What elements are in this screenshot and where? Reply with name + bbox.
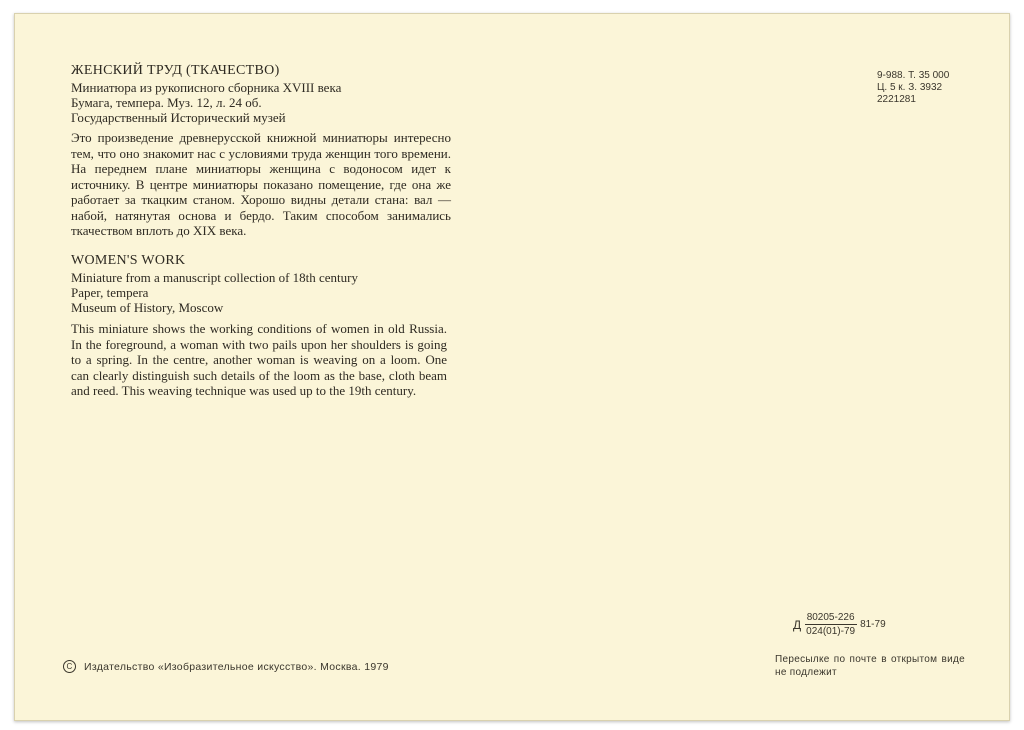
russian-subtitle [71,80,451,125]
print-info-line: 9-988. Т. 35 000 [877,70,950,81]
index-fraction [804,612,857,637]
copyright-text: Издательство «Изобразительное искусство». Москва. 1979 [84,660,389,673]
english-subtitle-line: Paper, tempera [71,285,149,300]
russian-description: Это произведение древнерусской книжной миниатюры интересно тем, что оно знакомит нас с условиями труда женщин того времени. На переднем плане миниатюры женщина с водоносом идет к источнику. В центре миниатюры показано помещение, где она же работает за ткацким станом. Хорошо видны детали стана: вал — набой, натянутая основа и бердо. Таким способом занимались ткачеством вплоть до XIX века. [71,130,451,238]
copyright [63,660,389,673]
index-suffix: 81-79 [860,619,886,630]
english-subtitle-line: Museum of History, Moscow [71,300,224,315]
english-subtitle [71,270,451,315]
index-code [793,612,886,637]
russian-subtitle-line: Государственный Исторический музей [71,110,286,125]
english-description: This miniature shows the working conditions of women in old Russia. In the foreground, a woman with two pails upon her shoulders is going to a spring. In the centre, another woman is weaving on a loom. One can clearly distinguish such details of the loom as the base, cloth beam and reed. This weaving technique was used up to the 19th century. [71,321,447,398]
english-title: WOMEN'S WORK [71,253,186,268]
index-denominator: 024(01)-79 [806,626,856,637]
print-info-line: 2221281 [877,94,916,105]
russian-title: ЖЕНСКИЙ ТРУД (ТКАЧЕСТВО) [71,63,280,78]
russian-subtitle-line: Миниатюра из рукописного сборника XVIII века [71,80,342,95]
russian-subtitle-line: Бумага, темпера. Муз. 12, л. 24 об. [71,95,262,110]
print-info [877,70,949,106]
postcard-back [14,13,1010,721]
copyright-icon: C [63,660,76,673]
print-info-line: Ц. 5 к. З. 3932 [877,82,943,93]
english-subtitle-line: Miniature from a manuscript collection of 18th century [71,270,358,285]
index-numerator: 80205-226 [806,612,855,623]
postal-note: Пересылке по почте в открытом виде не подлежит [775,654,965,678]
index-prefix: Д [793,617,802,632]
